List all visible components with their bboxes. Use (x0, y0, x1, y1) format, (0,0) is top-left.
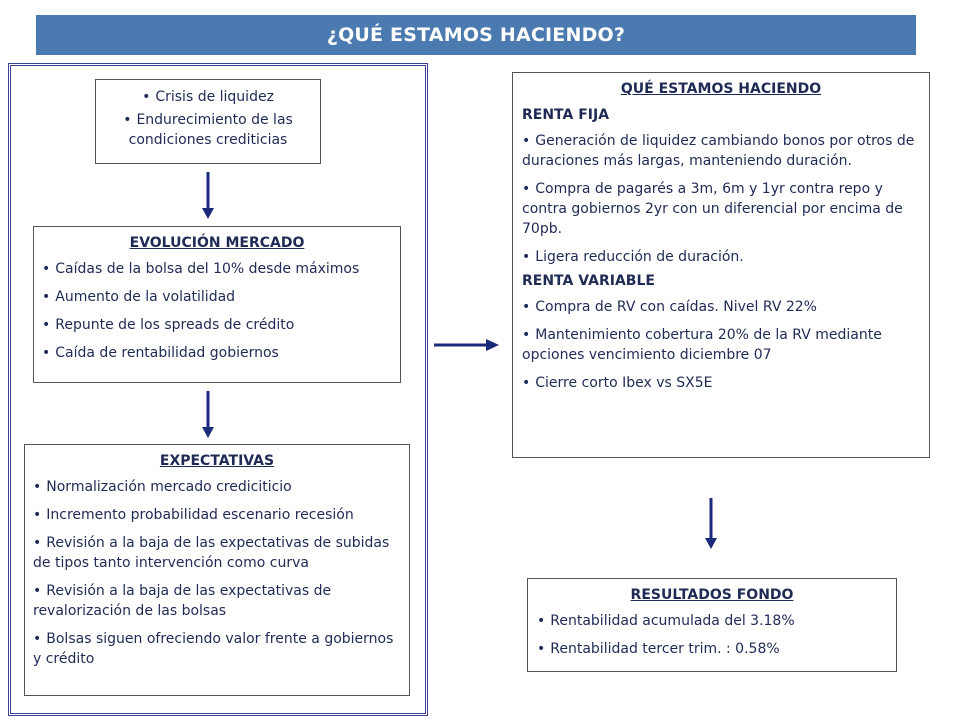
list-item: • Endurecimiento de las condiciones crediticias (123, 112, 293, 148)
arrow-down-icon (200, 172, 216, 220)
arrow-right-icon (434, 337, 500, 353)
list-item: • Bolsas siguen ofreciendo valor frente a gobiernos y crédito (33, 631, 394, 667)
evolucion-mercado-box (33, 226, 401, 383)
haciendo-header: QUÉ ESTAMOS HACIENDO (620, 81, 822, 97)
list-item: • Crisis de liquidez (142, 89, 274, 105)
resultados-fondo-box (527, 578, 897, 672)
list-item: • Aumento de la volatilidad (42, 289, 236, 305)
list-item: • Rentabilidad tercer trim. : 0.58% (537, 641, 780, 657)
list-item: • Compra de pagarés a 3m, 6m y 1yr contra repo y contra gobiernos 2yr con un diferencial por encima de 70pb. (522, 181, 903, 237)
que-estamos-haciendo-box (512, 72, 930, 458)
list-item: • Generación de liquidez cambiando bonos por otros de duraciones más largas, manteniendo duración. (522, 133, 915, 169)
evolucion-mercado-header: EVOLUCIÓN MERCADO (129, 235, 305, 251)
expectativas-header: EXPECTATIVAS (159, 453, 275, 469)
resultados-header: RESULTADOS FONDO (630, 587, 794, 603)
crisis-box (95, 79, 321, 164)
page-title: ¿QUÉ ESTAMOS HACIENDO? (36, 15, 916, 55)
arrow-down-icon (200, 391, 216, 439)
renta-fija-heading: RENTA FIJA (522, 107, 610, 123)
list-item: • Repunte de los spreads de crédito (42, 317, 295, 333)
list-item: • Normalización mercado crediciticio (33, 479, 292, 495)
list-item: • Compra de RV con caídas. Nivel RV 22% (522, 299, 817, 315)
list-item: • Mantenimiento cobertura 20% de la RV mediante opciones vencimiento diciembre 07 (522, 327, 882, 363)
list-item: • Rentabilidad acumulada del 3.18% (537, 613, 795, 629)
list-item: • Revisión a la baja de las expectativas de revalorización de las bolsas (33, 583, 332, 619)
list-item: • Caída de rentabilidad gobiernos (42, 345, 279, 361)
list-item: • Cierre corto Ibex vs SX5E (522, 375, 713, 391)
list-item: • Incremento probabilidad escenario recesión (33, 507, 354, 523)
renta-variable-heading: RENTA VARIABLE (522, 273, 655, 289)
arrow-down-icon (703, 498, 719, 550)
list-item: • Ligera reducción de duración. (522, 249, 744, 265)
expectativas-box (24, 444, 410, 696)
list-item: • Caídas de la bolsa del 10% desde máximos (42, 261, 360, 277)
list-item: • Revisión a la baja de las expectativas de subidas de tipos tanto intervención como curva (33, 535, 390, 571)
